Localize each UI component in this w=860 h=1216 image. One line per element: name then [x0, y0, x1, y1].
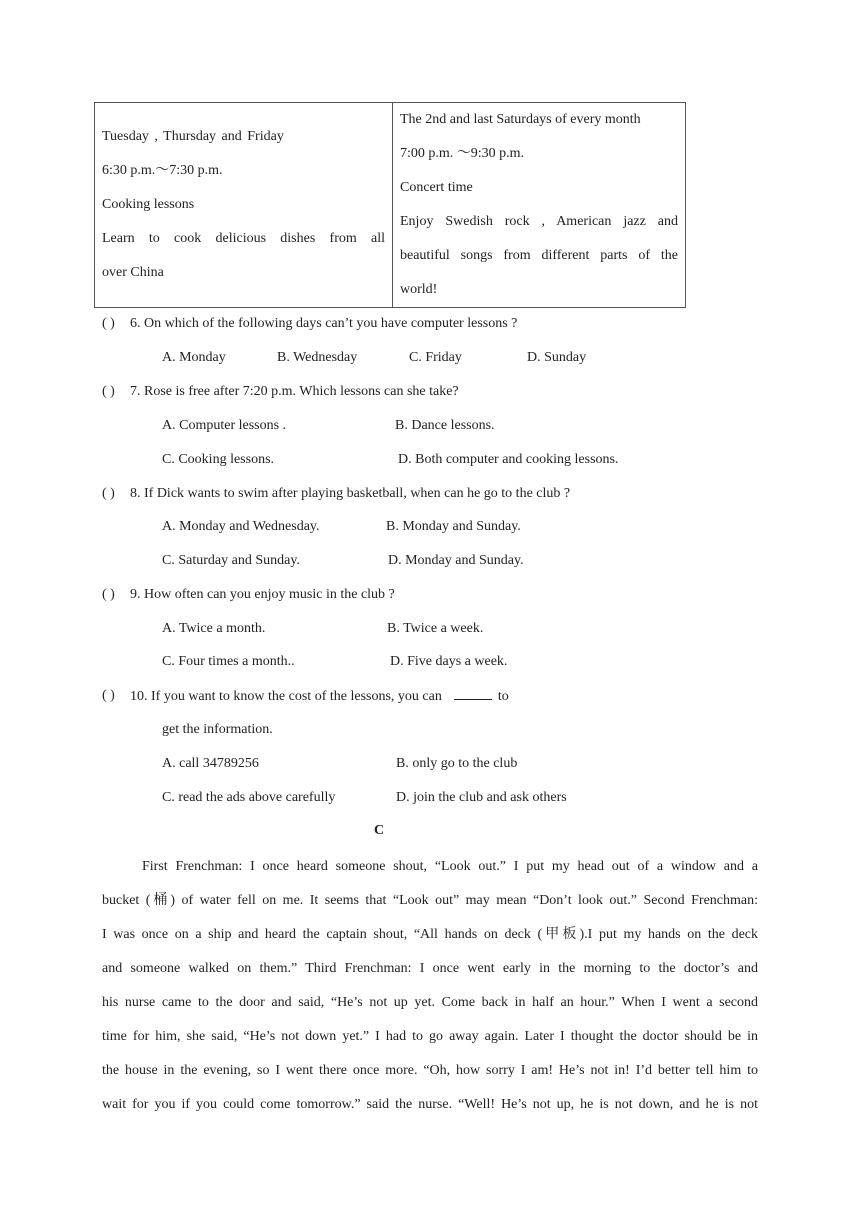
- option-a: A. Computer lessons .: [162, 418, 287, 433]
- question-text: [130, 686, 509, 707]
- concert-desc-line-3: world!: [400, 282, 438, 297]
- option-d: D. Monday and Sunday.: [388, 553, 524, 568]
- concert-days: The 2nd and last Saturdays of every month: [400, 112, 641, 127]
- option-c: C. Saturday and Sunday.: [162, 553, 300, 568]
- passage-line: bucket (桶) of water fell on me. It seems that “Look out” may mean “Don’t look out.” Second Frenchman:: [102, 893, 758, 908]
- question-text-continuation: get the information.: [162, 722, 273, 737]
- concert-desc-line-1: Enjoy Swedish rock , American jazz and: [400, 214, 678, 229]
- option-b: B. Dance lessons.: [395, 418, 495, 433]
- answer-blank[interactable]: ( ): [102, 688, 115, 703]
- cooking-title: Cooking lessons: [102, 197, 195, 212]
- option-a: A. Twice a month.: [162, 621, 266, 636]
- option-b: B. Monday and Sunday.: [386, 519, 521, 534]
- question-text-before-blank: 10. If you want to know the cost of the lessons, you can: [130, 689, 442, 704]
- option-d: D. Five days a week.: [390, 654, 508, 669]
- cooking-desc-line-2: over China: [102, 265, 164, 280]
- option-a: A. call 34789256: [162, 756, 259, 771]
- option-c: C. Cooking lessons.: [162, 452, 275, 467]
- answer-blank[interactable]: ( ): [102, 316, 115, 331]
- option-a: A. Monday and Wednesday.: [162, 519, 320, 534]
- passage-line: time for him, she said, “He’s not down yet.” I had to go away again. Later I thought the doctor should be in: [102, 1029, 758, 1044]
- question-text: 8. If Dick wants to swim after playing basketball, when can he go to the club ?: [130, 486, 571, 501]
- cooking-desc-line-1: Learn to cook delicious dishes from all: [102, 231, 385, 246]
- question-text: 9. How often can you enjoy music in the club ?: [130, 587, 395, 602]
- passage-line: his nurse came to the door and said, “He’s not up yet. Come back in half an hour.” When I went a second: [102, 995, 758, 1010]
- concert-title: Concert time: [400, 180, 473, 195]
- cooking-days: Tuesday , Thursday and Friday: [102, 129, 284, 144]
- question-text: 6. On which of the following days can’t you have computer lessons ?: [130, 316, 518, 331]
- passage: [102, 850, 758, 1122]
- option-c: C. Friday: [409, 350, 462, 365]
- passage-line: the house in the evening, so I went there once more. “Oh, how sorry I am! He’s not in! I’d better tell him to: [102, 1063, 758, 1078]
- cooking-time: 6:30 p.m.～7:30 p.m.: [102, 163, 223, 178]
- fill-in-blank[interactable]: [454, 686, 492, 700]
- passage-line: I was once on a ship and heard the captain shout, “All hands on deck (甲板).I put my hands on the deck: [102, 927, 758, 942]
- concert-desc-line-2: beautiful songs from different parts of the: [400, 248, 678, 263]
- option-b: B. only go to the club: [396, 756, 518, 771]
- option-d: D. join the club and ask others: [396, 790, 567, 805]
- question-text: 7. Rose is free after 7:20 p.m. Which lessons can she take?: [130, 384, 459, 399]
- option-b: B. Twice a week.: [387, 621, 484, 636]
- passage-line: and someone walked on them.” Third Frenchman: I once went early in the morning to the doctor’s and: [102, 961, 758, 976]
- option-b: B. Wednesday: [277, 350, 358, 365]
- option-c: C. read the ads above carefully: [162, 790, 336, 805]
- question-text-after-blank: to: [497, 689, 509, 704]
- ad-table: [94, 102, 686, 308]
- cooking-lessons-cell: [95, 103, 393, 308]
- concert-time-cell: [393, 103, 686, 308]
- option-d: D. Sunday: [527, 350, 587, 365]
- concert-time: 7:00 p.m. ～9:30 p.m.: [400, 146, 525, 161]
- option-c: C. Four times a month..: [162, 654, 295, 669]
- passage-line: wait for you if you could come tomorrow.” said the nurse. “Well! He’s not up, he is not down, and he is not: [102, 1097, 758, 1112]
- answer-blank[interactable]: ( ): [102, 384, 115, 399]
- section-heading: C: [374, 823, 385, 838]
- answer-blank[interactable]: ( ): [102, 486, 115, 501]
- option-d: D. Both computer and cooking lessons.: [398, 452, 619, 467]
- answer-blank[interactable]: ( ): [102, 587, 115, 602]
- passage-line: First Frenchman: I once heard someone shout, “Look out.” I put my head out of a window and a: [142, 859, 758, 874]
- option-a: A. Monday: [162, 350, 226, 365]
